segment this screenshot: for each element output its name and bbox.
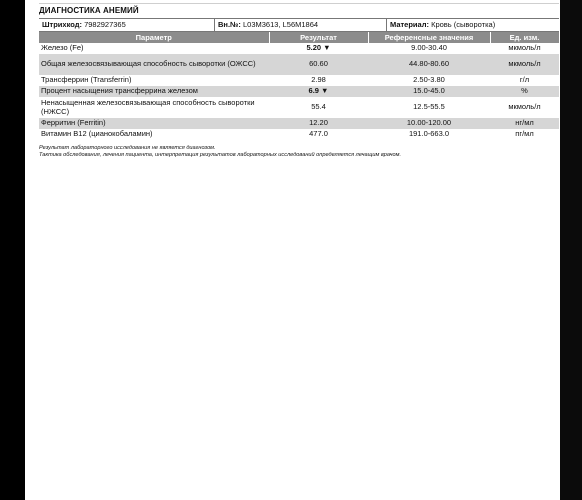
parameter-cell: Ферритин (Ferritin) <box>39 118 269 129</box>
table-row <box>39 129 559 140</box>
barcode-value: 7982927365 <box>84 20 126 29</box>
material-value: Кровь (сыворотка) <box>431 20 496 29</box>
reference-cell: 10.00-120.00 <box>368 118 490 129</box>
reference-cell: 2.50-3.80 <box>413 75 445 85</box>
parameter-cell: Железо (Fe) <box>41 43 84 53</box>
result-cell: 5.20 ▼ <box>306 43 331 53</box>
reference-cell: 44.80-80.60 <box>368 54 490 75</box>
unit-cell: пг/мл <box>515 129 534 139</box>
material-cell <box>386 19 559 31</box>
reference-cell: 191.0-663.0 <box>408 129 450 139</box>
header-reference: Референсные значения <box>368 32 490 43</box>
header-result: Результат <box>269 32 368 43</box>
reference-cell: 15.0-45.0 <box>368 86 490 97</box>
result-cell: 477.0 <box>309 129 328 139</box>
table-header-row <box>39 32 559 43</box>
right-dark-border <box>560 0 582 500</box>
barcode-cell <box>39 19 214 31</box>
parameter-cell: Процент насыщения трансферрина железом <box>39 86 269 97</box>
unit-cell: % <box>490 86 559 97</box>
unit-cell: мкмоль/л <box>508 43 541 53</box>
header-unit: Ед. изм. <box>490 32 559 43</box>
barcode-label: Штрихкод: <box>42 20 82 29</box>
table-row <box>39 97 559 118</box>
table-row <box>39 118 559 129</box>
parameter-cell: Ненасыщенная железосвязывающая способность сыворотки (НЖСС) <box>41 98 255 116</box>
lab-report-page <box>25 0 560 500</box>
sample-info-row <box>39 18 559 32</box>
disclaimer-notes <box>39 145 401 159</box>
header-parameter: Параметр <box>39 32 269 43</box>
result-cell: 2.98 <box>311 75 326 85</box>
results-table <box>39 32 560 140</box>
parameter-cell: Витамин B12 (цианокобаламин) <box>41 129 153 139</box>
table-row <box>39 86 559 97</box>
result-cell: 60.60 <box>269 54 368 75</box>
unit-cell: г/л <box>519 75 530 85</box>
internal-number-cell <box>214 19 386 31</box>
unit-cell: мкмоль/л <box>508 102 541 112</box>
material-label: Материал: <box>390 20 429 29</box>
internal-number-value: L03M3613, L56M1864 <box>242 20 319 29</box>
parameter-cell: Общая железосвязывающая способность сыворотки (ОЖСС) <box>39 54 269 75</box>
reference-cell: 9.00-30.40 <box>411 43 447 53</box>
result-cell: 12.20 <box>269 118 368 129</box>
result-cell: 6.9 ▼ <box>269 86 368 97</box>
report-title: ДИАГНОСТИКА АНЕМИЙ <box>39 6 139 15</box>
parameter-cell: Трансферрин (Transferrin) <box>41 75 132 85</box>
disclaimer-line-2: Тактика обследования, лечения пациента, интерпретация результатов лабораторных исследований определяется лечащим врачом. <box>39 152 402 158</box>
reference-cell: 12.5-55.5 <box>413 102 445 112</box>
table-row <box>39 43 559 54</box>
top-divider <box>39 3 559 4</box>
disclaimer-line-1: Результат лабораторного исследования не является диагнозом. <box>39 145 216 151</box>
unit-cell: мкмоль/л <box>490 54 559 75</box>
unit-cell: нг/мл <box>490 118 559 129</box>
left-dark-border <box>0 0 25 500</box>
table-row <box>39 54 559 75</box>
result-cell: 55.4 <box>311 102 326 112</box>
internal-number-label: Вн.№: <box>218 20 241 29</box>
table-row <box>39 75 559 86</box>
